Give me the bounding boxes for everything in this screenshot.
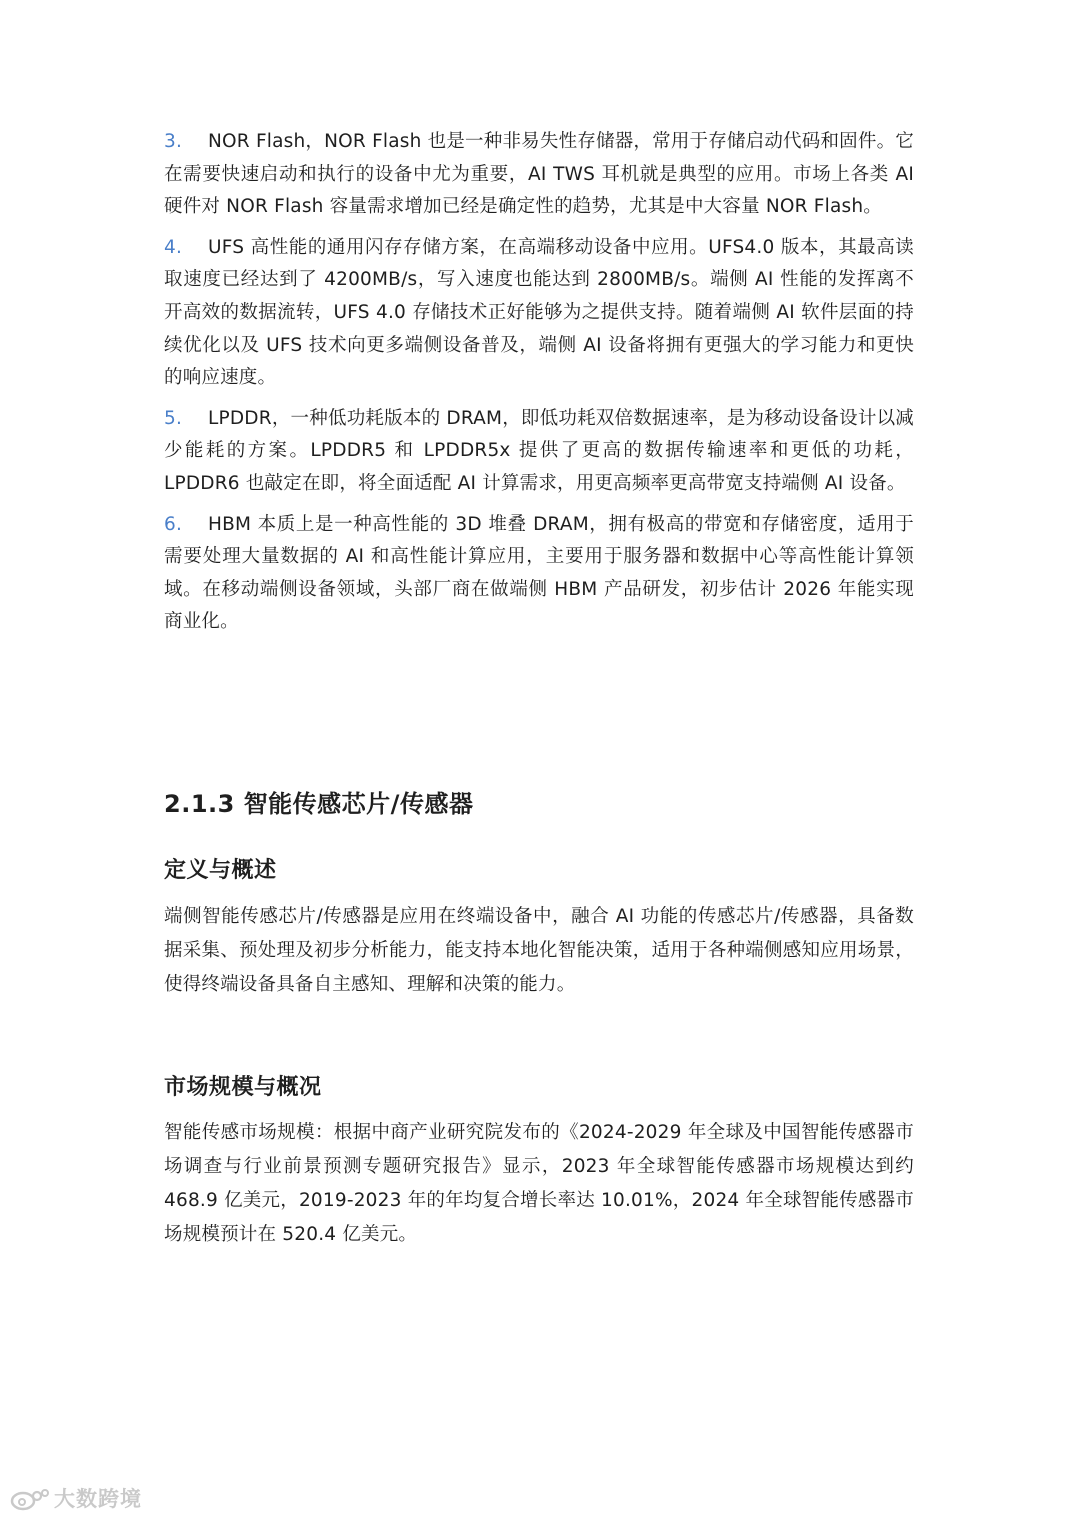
- paragraph-definition: 端侧智能传感芯片/传感器是应用在终端设备中，融合 AI 功能的传感芯片/传感器，具备数据采集、预处理及初步分析能力，能支持本地化智能决策，适用于各种端侧感知应用场景，使得终端设备具备自主感知、理解和决策的能力。: [164, 906, 914, 995]
- list-number: 6.: [164, 513, 183, 535]
- list-text: UFS 高性能的通用闪存存储方案，在高端移动设备中应用。UFS4.0 版本，其最高读取速度已经达到了 4200MB/s，写入速度也能达到 2800MB/s。端侧 AI 性能的发挥离不开高效的数据流转，UFS 4.0 存储技术正好能够为之提供支持。随着端侧 AI 软件层面的持续优化以及 UFS 技术向更多端侧设备普及，端侧 AI 设备将拥有更强大的学习能力和更快的响应速度。: [164, 236, 914, 389]
- weibo-logo-icon: [10, 1485, 50, 1511]
- watermark-text: 大数跨境: [54, 1487, 142, 1511]
- paragraph-market-size: 智能传感市场规模：根据中商产业研究院发布的《2024-2029 年全球及中国智能传感器市场调查与行业前景预测专题研究报告》显示，2023 年全球智能传感器市场规模达到约 468.9 亿美元，2019-2023 年的年均复合增长率达 10.01%，2024 年全球智能传感器市场规模预计在 520.4 亿美元。: [164, 1122, 914, 1245]
- list-number: 3.: [164, 131, 183, 152]
- list-number: 5.: [164, 407, 183, 429]
- watermark: [10, 1483, 142, 1513]
- subheading-definition: 定义与概述: [164, 858, 277, 883]
- list-text: NOR Flash，NOR Flash 也是一种非易失性存储器，常用于存储启动代码和固件。它在需要快速启动和执行的设备中尤为重要，AI TWS 耳机就是典型的应用。市场上各类 AI 硬件对 NOR Flash 容量需求增加已经是确定性的趋势，尤其是中大容量 NOR Flash。: [164, 131, 914, 218]
- list-item-3: [164, 126, 914, 224]
- list-text: LPDDR，一种低功耗版本的 DRAM，即低功耗双倍数据速率，是为移动设备设计以减少能耗的方案。LPDDR5 和 LPDDR5x 提供了更高的数据传输速率和更低的功耗，LPDDR6 也敲定在即，将全面适配 AI 计算需求，用更高频率更高带宽支持端侧 AI 设备。: [164, 407, 914, 494]
- list-text: HBM 本质上是一种高性能的 3D 堆叠 DRAM，拥有极高的带宽和存储密度，适用于需要处理大量数据的 AI 和高性能计算应用，主要用于服务器和数据中心等高性能计算领域。在移动端侧设备领域，头部厂商在做端侧 HBM 产品研发，初步估计 2026 年能实现商业化。: [164, 513, 914, 633]
- list-item-6: [164, 509, 914, 639]
- list-number: 4.: [164, 236, 183, 258]
- list-item-4: [164, 232, 914, 395]
- subheading-market-size: 市场规模与概况: [164, 1075, 322, 1100]
- list-item-5: [164, 403, 914, 501]
- section-heading: 2.1.3 智能传感芯片/传感器: [164, 790, 474, 818]
- document-page: [164, 126, 914, 1245]
